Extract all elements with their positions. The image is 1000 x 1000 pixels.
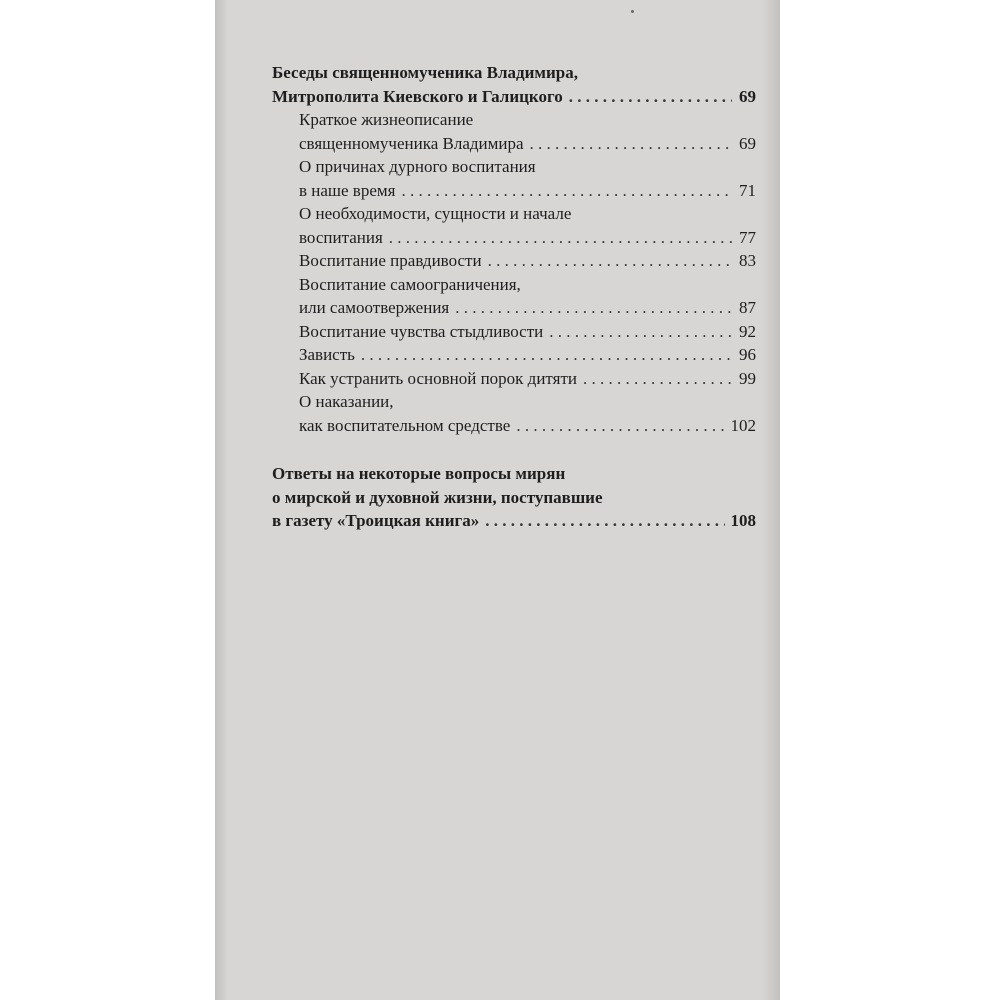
page-edge-shadow: [762, 0, 780, 1000]
toc-item-page-number: 87: [739, 298, 756, 317]
toc-item: [272, 249, 756, 273]
toc-item-title-line-2: или самоотвержения: [299, 298, 450, 317]
toc-item-title-line-2: как воспитательном средстве: [299, 415, 511, 435]
dot-leader: [455, 296, 732, 320]
toc-item: [272, 202, 756, 249]
dot-leader: [583, 367, 732, 391]
section-2-title-line-2: о мирской и духовной жизни, поступавшие: [272, 487, 603, 507]
toc-item-title-line-1: Воспитание самоограничения,: [299, 274, 521, 294]
book-page: [215, 0, 780, 1000]
toc-item-title: Воспитание правдивости: [299, 251, 482, 270]
section-2-page-number: 108: [730, 511, 756, 530]
dot-leader: [530, 132, 732, 156]
toc-section-2: [272, 462, 756, 533]
toc-item: [272, 367, 756, 391]
toc-item-page-number: 99: [739, 368, 756, 388]
toc-item-title-line-1: Краткое жизнеописание: [299, 110, 474, 129]
toc-item: [272, 390, 756, 437]
toc-item-title-line-2: в наше время: [299, 180, 396, 200]
dot-leader: [549, 320, 732, 344]
section-1-page-number: 69: [739, 86, 756, 106]
section-2-title-line-3: в газету «Троицкая книга»: [272, 511, 480, 530]
section-gap: [272, 437, 756, 462]
toc-item: [272, 343, 756, 367]
toc-item-title-line-1: О причинах дурного воспитания: [299, 157, 536, 176]
dot-leader: [361, 343, 732, 367]
dot-leader: [401, 179, 732, 203]
toc-item-page-number: 102: [730, 415, 756, 435]
dot-leader: [485, 509, 724, 533]
toc-section-1: [272, 61, 756, 108]
toc-item: [272, 155, 756, 202]
toc-item-page-number: 92: [739, 321, 756, 341]
toc-item-title-line-1: О необходимости, сущности и начале: [299, 204, 572, 223]
toc-item-title-line-2: священномученика Владимира: [299, 133, 524, 153]
toc-item-page-number: 71: [739, 180, 756, 200]
toc-item-page-number: 69: [739, 133, 756, 153]
toc-item-title: Воспитание чувства стыдливости: [299, 321, 544, 341]
spine-shadow: [215, 0, 229, 1000]
section-2-title-line-1: Ответы на некоторые вопросы мирян: [272, 464, 566, 483]
paper-speck: [631, 10, 634, 13]
section-1-title-line-1: Беседы священномученика Владимира,: [272, 63, 578, 82]
dot-leader: [488, 249, 732, 273]
section-1-title-line-2: Митрополита Киевского и Галицкого: [272, 86, 563, 106]
dot-leader: [389, 226, 732, 250]
toc-item: [272, 108, 756, 155]
toc-item-page-number: 77: [739, 227, 756, 247]
toc-item: [272, 273, 756, 320]
dot-leader: [569, 85, 732, 109]
toc-item-page-number: 83: [739, 251, 756, 270]
toc-item-title-line-1: О наказании,: [299, 392, 394, 411]
toc-item-title: Как устранить основной порок дитяти: [299, 368, 577, 388]
dot-leader: [516, 414, 724, 438]
toc-item-title: Зависть: [299, 345, 355, 364]
toc-item-title-line-2: воспитания: [299, 227, 383, 247]
table-of-contents: [272, 61, 756, 533]
toc-item-page-number: 96: [739, 345, 756, 364]
toc-item: [272, 320, 756, 344]
